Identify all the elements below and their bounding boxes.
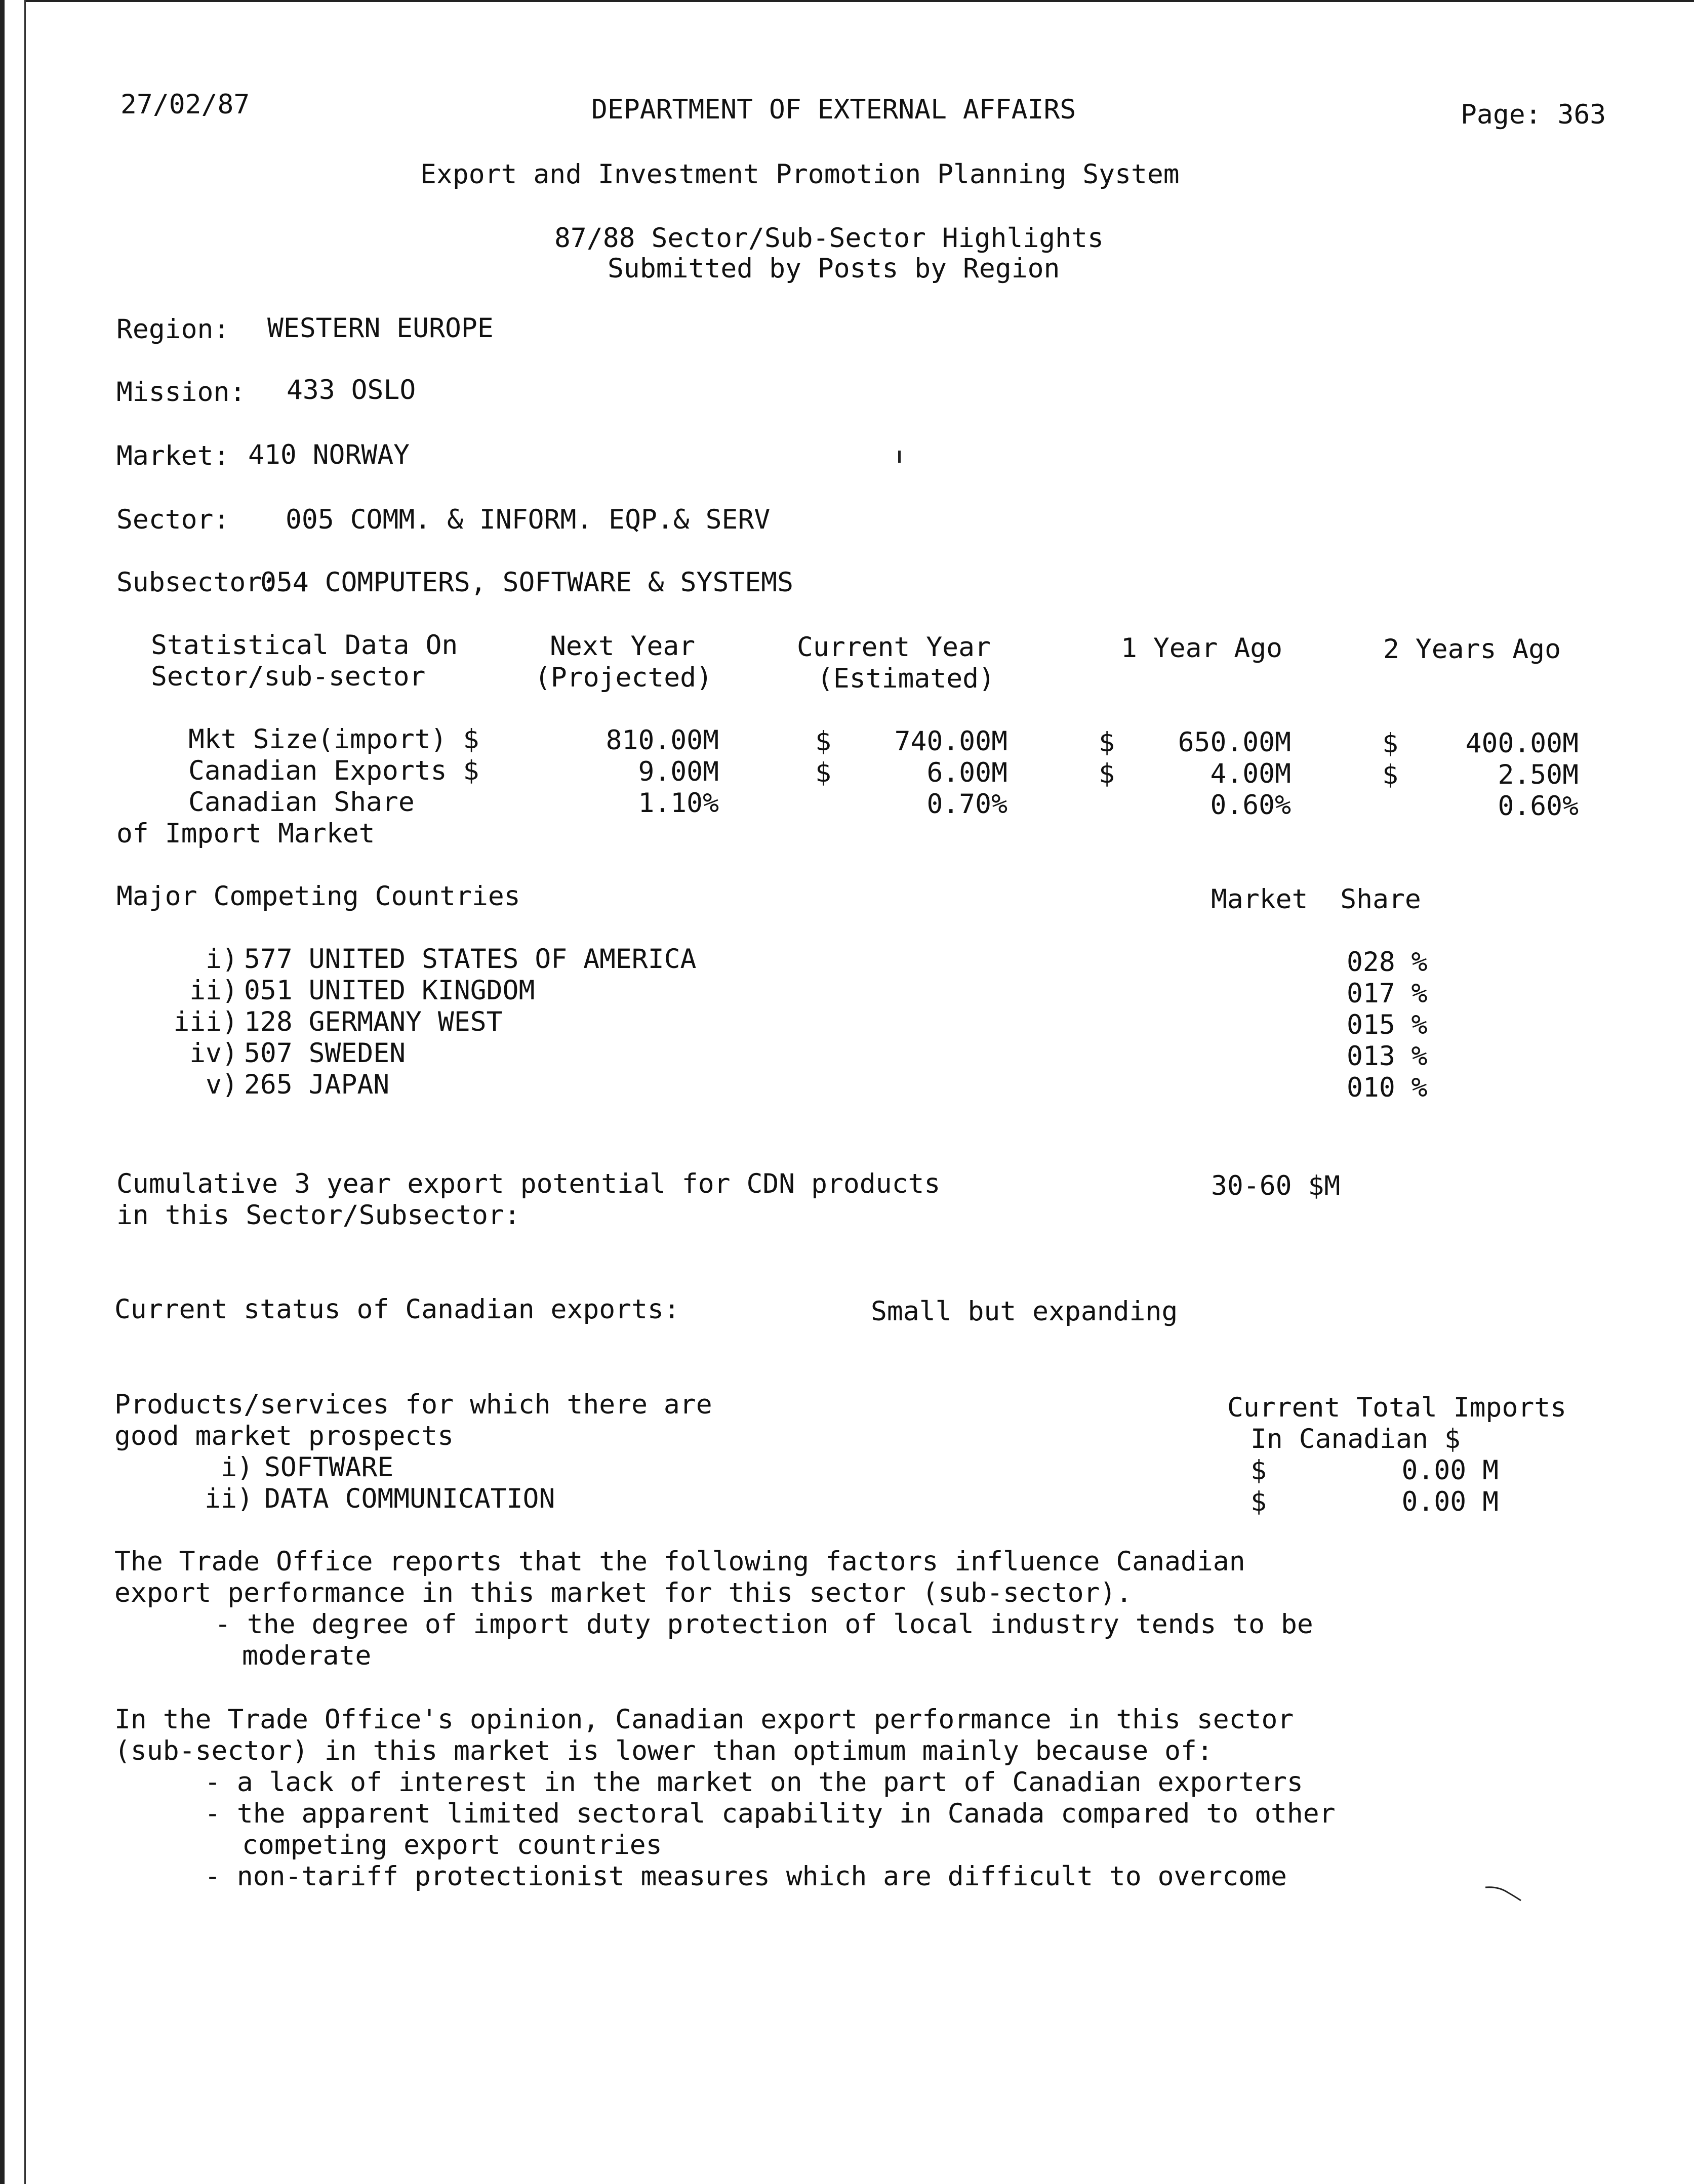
product-value: 0.00 M — [1401, 1455, 1499, 1486]
potential-value: 30-60 $M — [1211, 1170, 1341, 1201]
status-value: Small but expanding — [871, 1296, 1178, 1327]
sector-label: Sector: — [116, 504, 230, 535]
competitor-share: 013 % — [1347, 1041, 1428, 1072]
imports-heading: Current Total Imports — [1227, 1392, 1567, 1423]
currency-sign: $ — [1099, 727, 1115, 758]
competitor-name: 507 SWEDEN — [244, 1038, 406, 1069]
competitor-name: 577 UNITED STATES OF AMERICA — [244, 944, 697, 975]
mission-value: 433 OSLO — [287, 375, 416, 406]
factors-line2: export performance in this market for this sector (sub-sector). — [114, 1578, 1133, 1608]
stats-header-line1: Statistical Data On — [151, 630, 458, 661]
col-next-year: Next Year — [550, 631, 696, 662]
mission-label: Mission: — [116, 377, 246, 408]
competitor-name: 051 UNITED KINGDOM — [244, 975, 535, 1006]
currency-sign: $ — [1251, 1486, 1267, 1517]
row-label-canadian-share: Canadian Share — [188, 787, 415, 818]
mkt-size-next: 810.00M — [606, 725, 719, 756]
currency-sign: $ — [1382, 728, 1398, 759]
opinion-bullet: - a lack of interest in the market on the part of Canadian exporters — [205, 1767, 1303, 1798]
factors-line1: The Trade Office reports that the following factors influence Canadian — [114, 1546, 1245, 1577]
imports-subheading: In Canadian $ — [1251, 1424, 1461, 1454]
competitor-name: 128 GERMANY WEST — [244, 1006, 503, 1037]
market-share-heading: Market Share — [1211, 884, 1421, 915]
market-label: Market: — [116, 440, 230, 471]
sector-value: 005 COMM. & INFORM. EQP.& SERV — [286, 504, 771, 535]
opinion-line1: In the Trade Office's opinion, Canadian export performance in this sector — [114, 1704, 1294, 1735]
currency-sign: $ — [1099, 758, 1115, 789]
report-title: 87/88 Sector/Sub-Sector Highlights — [554, 223, 1104, 254]
col-current-year-sub: (Estimated) — [817, 663, 995, 694]
competitor-share: 017 % — [1347, 978, 1428, 1009]
exports-2yr: 2.50M — [1498, 759, 1579, 790]
page-edge-left — [0, 0, 5, 2184]
opinion-line2: (sub-sector) in this market is lower than optimum mainly because of: — [114, 1735, 1213, 1766]
currency-sign: $ — [815, 726, 831, 757]
col-next-year-sub: (Projected) — [535, 662, 712, 693]
currency-sign: $ — [815, 757, 831, 788]
department-name: DEPARTMENT OF EXTERNAL AFFAIRS — [591, 94, 1076, 125]
competitor-index: v) — [206, 1069, 238, 1100]
col-1-year-ago: 1 Year Ago — [1121, 633, 1283, 664]
share-2yr: 0.60% — [1498, 791, 1579, 822]
products-line1: Products/services for which there are — [114, 1389, 712, 1420]
opinion-bullet: - non-tariff protectionist measures which are difficult to overcome — [205, 1861, 1287, 1892]
page-edge-top — [25, 0, 1694, 2]
subsector-value: 054 COMPUTERS, SOFTWARE & SYSTEMS — [260, 567, 793, 598]
exports-current: 6.00M — [926, 757, 1007, 788]
mkt-size-current: 740.00M — [894, 726, 1007, 757]
competitor-index: iii) — [173, 1006, 238, 1037]
col-2-years-ago: 2 Years Ago — [1383, 634, 1561, 665]
currency-sign: $ — [1251, 1455, 1267, 1486]
share-note: of Import Market — [116, 818, 375, 849]
factor-bullet: - the degree of import duty protection of local industry tends to be — [215, 1609, 1313, 1640]
report-date: 27/02/87 — [120, 89, 250, 120]
col-current-year: Current Year — [797, 632, 991, 663]
share-current: 0.70% — [926, 789, 1007, 820]
product-value: 0.00 M — [1401, 1486, 1499, 1517]
system-title: Export and Investment Promotion Planning System — [420, 159, 1180, 190]
region-label: Region: — [116, 314, 230, 345]
product-name: SOFTWARE — [264, 1452, 394, 1483]
competitors-heading: Major Competing Countries — [116, 881, 520, 912]
row-label-canadian-exports: Canadian Exports $ — [188, 755, 479, 786]
product-name: DATA COMMUNICATION — [264, 1483, 555, 1514]
opinion-bullet-continued: competing export countries — [242, 1830, 662, 1861]
stray-mark — [898, 451, 901, 463]
potential-line1: Cumulative 3 year export potential for CDN products — [116, 1168, 941, 1199]
page-number: Page: 363 — [1461, 99, 1606, 130]
competitor-index: i) — [206, 944, 238, 975]
competitor-name: 265 JAPAN — [244, 1069, 390, 1100]
competitor-index: iv) — [189, 1038, 238, 1069]
exports-1yr: 4.00M — [1210, 758, 1291, 789]
exports-next: 9.00M — [638, 756, 719, 787]
stats-header-line2: Sector/sub-sector — [151, 661, 426, 692]
scribble-mark — [1483, 1883, 1524, 1904]
potential-line2: in this Sector/Subsector: — [116, 1200, 520, 1231]
subsector-label: Subsector: — [116, 567, 278, 598]
factor-bullet-continued: moderate — [242, 1640, 372, 1671]
competitor-share: 010 % — [1347, 1072, 1428, 1103]
opinion-bullet: - the apparent limited sectoral capability in Canada compared to other — [205, 1798, 1336, 1829]
share-next: 1.10% — [638, 788, 719, 819]
share-1yr: 0.60% — [1210, 790, 1291, 821]
mkt-size-1yr: 650.00M — [1178, 727, 1291, 758]
report-subtitle: Submitted by Posts by Region — [608, 253, 1060, 284]
currency-sign: $ — [1382, 759, 1398, 790]
products-line2: good market prospects — [114, 1421, 454, 1451]
mkt-size-2yr: 400.00M — [1465, 728, 1579, 759]
product-index: i) — [221, 1452, 253, 1483]
product-index: ii) — [205, 1483, 253, 1514]
row-label-mkt-size: Mkt Size(import) $ — [188, 724, 479, 755]
status-label: Current status of Canadian exports: — [114, 1294, 680, 1325]
region-value: WESTERN EUROPE — [267, 313, 494, 344]
market-value: 410 NORWAY — [248, 439, 410, 470]
competitor-share: 015 % — [1347, 1009, 1428, 1040]
competitor-index: ii) — [189, 975, 238, 1006]
page-edge-left-inner — [24, 0, 26, 2184]
competitor-share: 028 % — [1347, 947, 1428, 978]
